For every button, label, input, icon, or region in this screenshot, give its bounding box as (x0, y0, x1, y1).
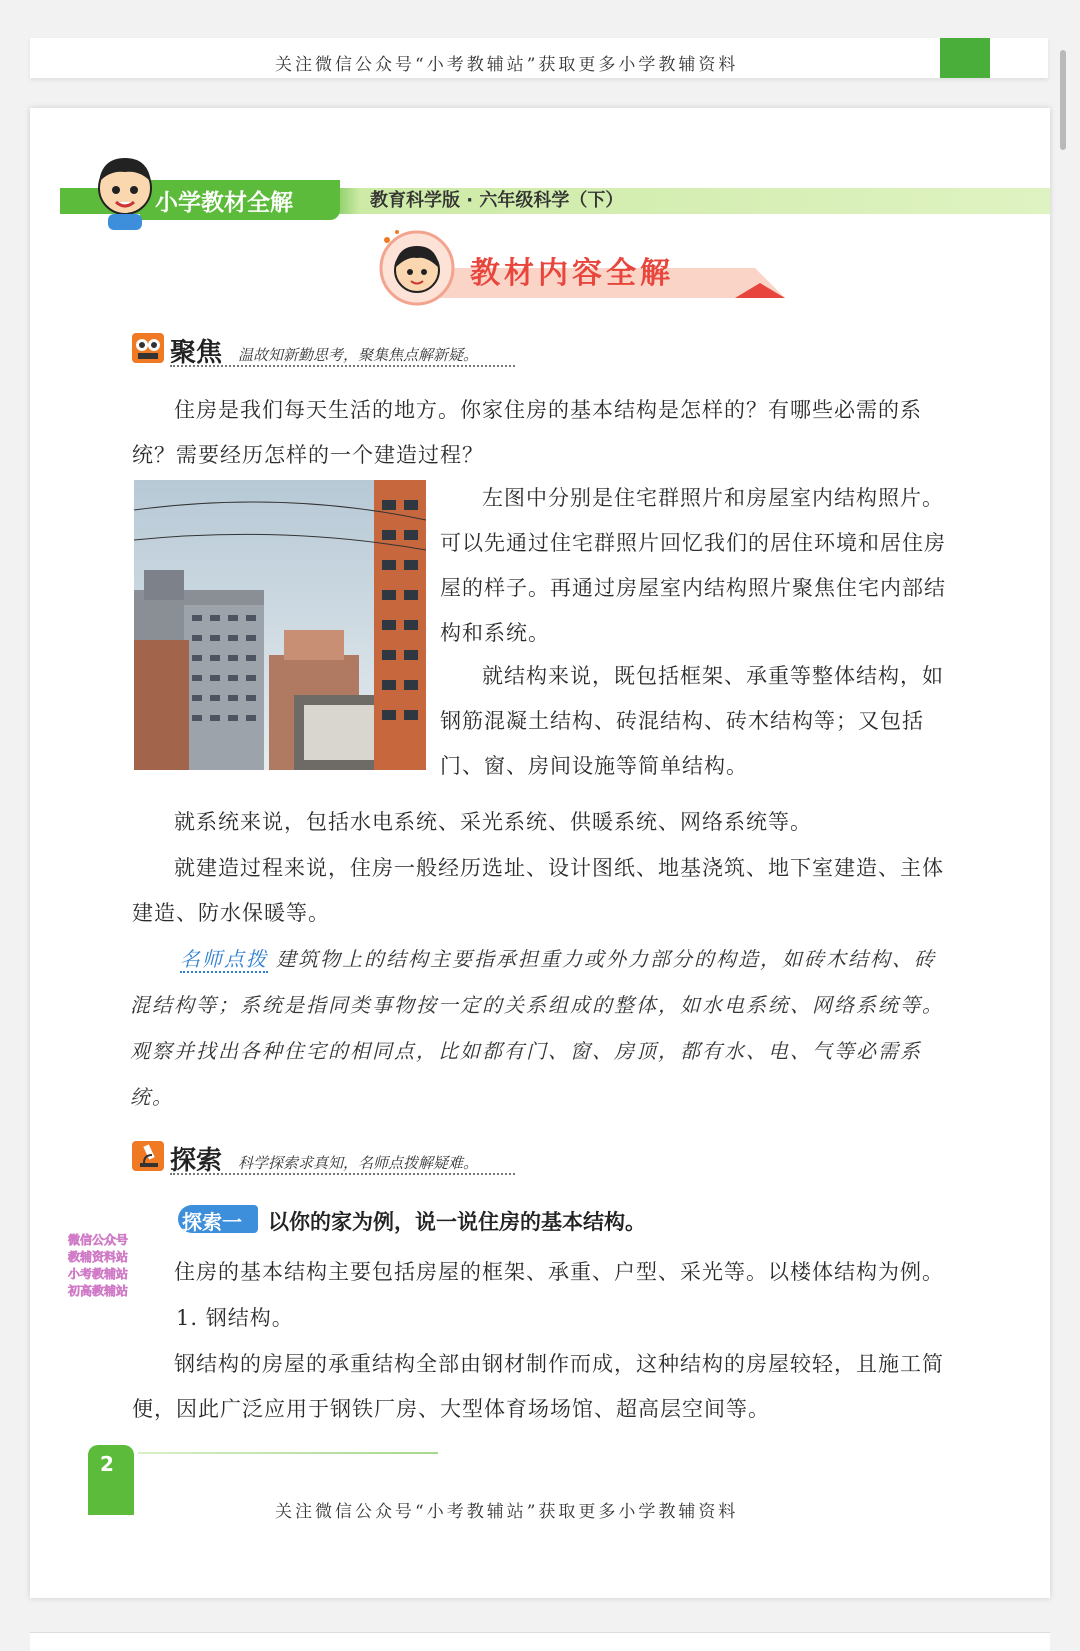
explore-steel-paragraph: 钢结构的房屋的承重结构全部由钢材制作而成，这种结构的房屋较轻，且施工简便，因此广泛应用于钢铁厂房、大型体育场场馆、超高层空间等。 (132, 1352, 944, 1421)
focus-photo-description: 左图中分别是住宅群照片和房屋室内结构照片。可以先通过住宅群照片回忆我们的居住环境和居住房屋的样子。再通过房屋室内结构照片聚焦住宅内部结构和系统。 (440, 486, 946, 645)
explore-heading: 探索 (170, 1146, 223, 1176)
explore-task-title: 以你的家为例，说一说住房的基本结构。 (268, 1210, 646, 1234)
edition-title: 教育科学版 · 六年级科学（下） (370, 190, 624, 211)
focus-system-paragraph: 就系统来说，包括水电系统、采光系统、供暖系统、网络系统等。 (174, 810, 812, 834)
top-watermark: 关注微信公众号“小考教辅站”获取更多小学教辅资料 (275, 55, 739, 75)
side-stamp-line: 教辅资料站 (67, 1250, 128, 1264)
residential-buildings-photo (134, 480, 426, 770)
focus-underline (170, 365, 515, 367)
explore-subtitle: 科学探索求真知，名师点拨解疑难。 (238, 1154, 479, 1172)
page-number: 2 (100, 1452, 114, 1476)
side-stamp-logo (58, 1232, 138, 1300)
teacher-tip (130, 936, 956, 1120)
focus-subtitle: 温故知新勤思考，聚集焦点解新疑。 (238, 346, 479, 364)
microscope-icon (132, 1141, 164, 1171)
explore-tag: 探索一 (182, 1210, 242, 1234)
brand-title: 小学教材全解 (155, 190, 293, 216)
teacher-tip-text: 建筑物上的结构主要指承担重力或外力部分的构造，如砖木结构、砖混结构等；系统是指同类事物按一定的关系组成的整体，如水电系统、网络系统等。观察并找出各种住宅的相同点，比如都有门、窗、房顶，都有水、电、气等必需系统。 (130, 947, 944, 1109)
focus-structure-paragraph: 就结构来说，既包括框架、承重等整体结构，如钢筋混凝土结构、砖混结构、砖木结构等；又包括门、窗、房间设施等简单结构。 (440, 664, 944, 778)
explore-paragraph-1: 住房的基本结构主要包括房屋的框架、承重、户型、采光等。以楼体结构为例。 (174, 1260, 944, 1284)
camera-icon (132, 333, 164, 363)
side-stamp-line: 小考教辅站 (67, 1267, 128, 1281)
side-stamp-line: 微信公众号 (67, 1233, 128, 1247)
top-strip-green-marker (940, 38, 990, 78)
focus-heading: 聚焦 (170, 338, 223, 368)
focus-process-paragraph: 就建造过程来说，住房一般经历选址、设计图纸、地基浇筑、地下室建造、主体建造、防水保暖等。 (132, 856, 944, 925)
side-stamp-line: 初高教辅站 (67, 1284, 128, 1298)
teacher-tip-label: 名师点拨 (180, 947, 268, 971)
scrollbar[interactable] (1060, 50, 1066, 150)
bottom-watermark: 关注微信公众号“小考教辅站”获取更多小学教辅资料 (275, 1502, 739, 1522)
explore-underline (170, 1173, 515, 1175)
focus-intro: 住房是我们每天生活的地方。你家住房的基本结构是怎样的？有哪些必需的系统？需要经历怎样的一个建造过程？ (132, 398, 922, 467)
next-page-edge (30, 1632, 1050, 1651)
explore-steel-heading: 1. 钢结构。 (176, 1306, 294, 1330)
footer-line (138, 1452, 438, 1454)
banner-title: 教材内容全解 (470, 256, 674, 291)
